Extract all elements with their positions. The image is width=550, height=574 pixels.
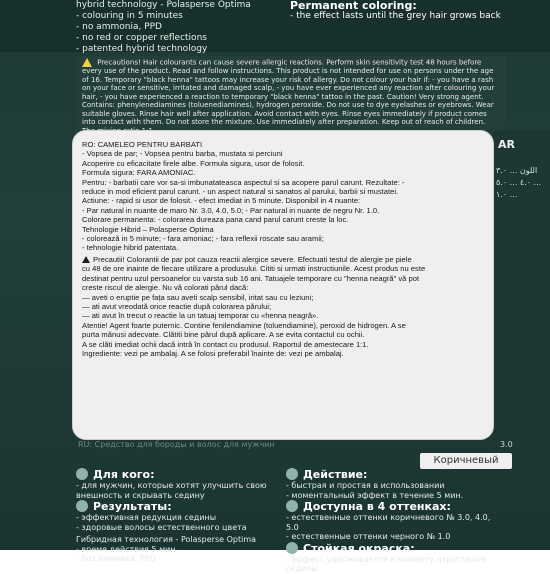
bottom-right-line: - эффект удерживается к моменту отрастания седины — [286, 554, 486, 573]
shade-name-badge: Коричневый — [420, 453, 512, 469]
top-bullet: - no ammonia, PPD — [76, 22, 162, 32]
info-circle-icon — [286, 500, 298, 512]
label-warning-line: cu 48 de ore inainte de fiecare utilizare a produsului. Cititi si urmati instructiunile. Acest produs nu este — [82, 264, 426, 274]
warning-text-en: Precautions! Hair colourants can cause severe allergic reactions. Perform skin sensitivity test 48 hours before every use of the product. Read and follow instructions. This product is not intended for use on persons under the age of 16. Temporary "black henna" tattoos may increase your risk of allergy. Do not colour your hair if: - you have a rash on your face or sensitive, irritated and damaged scalp, - you have ever experienced any reaction after colouring your hair, - you have experienced a reaction to temporary "black henna" tattoo in the past. Caution! Very strong agent. Contains: phenylenediamines (toluenediamines), hydrogen peroxide. Do not use to dye eyelashes or eyebrows. Wear suitable gloves. Rinse hair well after application. Avoid contact with eyes. Rinse eyes immediately if product comes into contact with them. Do not store the mixture. Use immediately after preparation. Keep out of reach of children. — [82, 58, 495, 126]
label-warning-line: Precautii! Colorantii de par pot cauza reactii alergice severe. Efectuati testul de alergie pe piele — [93, 254, 412, 264]
bottom-left-header-0 — [76, 468, 286, 481]
right-strip-arabic: اللون ... ٣.٠ ... ٤.٠ ... ٥.٠ ... ١.٠ — [496, 166, 542, 199]
bottom-left-header-1 — [76, 500, 286, 513]
label-warning-line: Atentie! Agent foarte puternic. Contine fenilendiamine (toluendiamine), peroxid de hidrogen. A se — [82, 320, 406, 330]
bottom-left-line: - время действия 5 мин. — [76, 544, 179, 554]
top-bullet: hybrid technology - Polasperse Optima — [76, 0, 251, 10]
top-bullets — [76, 0, 251, 55]
top-bullet: - patented hybrid technology — [76, 44, 208, 54]
label-line: RO: CAMELEO PENTRU BARBATI — [82, 140, 203, 149]
label-warning-line: — aveti o eruptie pe fața sau aveti scalp sensibil, iritat sau cu leziuni; — [82, 292, 314, 302]
label-line: Actiune: - rapid si usor de folosit. - efect imediat in 5 minute. Disponibil in 4 nuante: — [82, 196, 361, 206]
bottom-right-header-1 — [286, 500, 496, 513]
permanent-coloring-block — [290, 0, 501, 22]
bottom-right-title: Действие: — [303, 468, 368, 481]
bottom-left-column — [76, 468, 286, 564]
label-warning-line: destinat pentru uzul persoanelor cu varsta sub 16 ani. Tatuajele temporare cu "henna neagră" vă pot — [82, 273, 420, 283]
bottom-right-line: - моментальный эффект в течение 5 мин. — [286, 490, 464, 500]
top-bullet: - colouring in 5 minutes — [76, 11, 183, 21]
label-warning-line: — ati avut vreodată orice reactie după colorarea părului; — [82, 301, 272, 311]
label-line: reduce in mod eficient parul carunt. - un aspect natural si sanatos al parului, barbii si mustatei. — [82, 187, 399, 197]
bottom-left-line: Гибридная технология - Polasperse Optima — [76, 535, 257, 544]
label-warning-block — [82, 255, 481, 358]
label-line: - tehnologie hibrid patentata. — [82, 243, 179, 253]
label-warning-line: A se clăti imediat ochii dacă intră în contact cu produsul. Raportul de amestecare 1:1. — [82, 339, 369, 349]
label-warning-line: creste riscul de alergie. Nu vă colorati părul dacă: — [82, 283, 249, 293]
top-bullet: - no red or copper reflections — [76, 33, 207, 43]
bottom-right-header-2 — [286, 542, 496, 555]
label-line: Acoperire cu eficacitate firele albe. Formula sigura, usor de folosit. — [82, 158, 305, 168]
bottom-right-column — [286, 468, 496, 574]
label-line: Formula sigura: FARA AMONIAC. — [82, 168, 196, 178]
bottom-right-title: Доступна в 4 оттенках: — [303, 500, 451, 513]
bottom-right-line: - естественные оттенки черного № 1.0 — [286, 532, 451, 541]
permanent-title: Permanent coloring: — [290, 0, 417, 12]
warning-triangle-icon — [82, 58, 92, 67]
info-circle-icon — [286, 468, 298, 480]
bottom-left-line: - эффективная редукция седины — [76, 513, 217, 522]
bottom-left-title: Результаты: — [93, 500, 172, 513]
label-line: - Vopsea de par; - Vopsea pentru barba, mustata si perciuni — [82, 149, 283, 159]
label-line: - Par natural in nuante de maro Nr. 3.0, 4.0, 5.0; - Par natural in nuante de negru Nr. 1.0. — [82, 205, 380, 215]
bottom-right-line: - быстрая и простая в использовании — [286, 481, 445, 490]
warning-triangle-icon — [82, 256, 90, 263]
info-circle-icon — [76, 468, 88, 480]
label-line: - colorează in 5 minute; - fara amoniac; - fara reflexii roscate sau aramii; — [82, 234, 324, 244]
bottom-right-title: Стойкая окраска: — [303, 541, 415, 555]
bottom-left-line: - без аммиака, PPD — [76, 554, 156, 563]
bottom-left-line: - для мужчин, которые хотят улучшить свою — [76, 481, 267, 490]
info-circle-icon — [286, 542, 298, 554]
bottom-left-line: - здоровые волосы естественного цвета — [76, 522, 247, 532]
label-warning-line: Ingrediente: vezi pe ambalaj. A se folosi preferabil înainte de: vezi pe ambalaj. — [82, 348, 344, 358]
bottom-right-header-0 — [286, 468, 496, 481]
bottom-info-section — [76, 468, 506, 573]
label-warning-line: — ati avut în trecut o reactie la un tatuaj temporar cu «henna neagră». — [82, 311, 319, 321]
right-strip-text: AR — [498, 138, 515, 151]
label-line: Tehnologie Hibrid – Polasperse Optima — [82, 224, 214, 234]
permanent-text: - the effect lasts until the grey hair grows back — [290, 11, 501, 21]
warning-strip-en — [76, 56, 506, 130]
bottom-right-line: - естественные оттенки коричневого № 3.0, 4.0, 5.0 — [286, 513, 491, 532]
info-circle-icon — [76, 500, 88, 512]
bottom-left-title: Для кого: — [93, 468, 155, 481]
label-warning-line: purta mănusi adecvate. Clătiti bine părul după aplicare. A se evita contactul cu ochii. — [82, 330, 365, 340]
romanian-sticker-label — [72, 130, 494, 440]
label-line: Colorare permanenta: - colorarea dureaza pana cand parul carunt creste la loc. — [82, 215, 349, 225]
bottom-left-line: внешность и скрывать седину — [76, 490, 205, 500]
russian-subtitle: RU: Средство для бороды и волос для мужчин — [78, 440, 275, 449]
label-line: Pentru: - barbatii care vor sa-si imbunatateasca aspectul si sa acopere parul carunt. Rezultate: - — [82, 177, 405, 187]
shade-number: 3.0 — [500, 440, 513, 449]
label-warning-first — [82, 255, 481, 264]
